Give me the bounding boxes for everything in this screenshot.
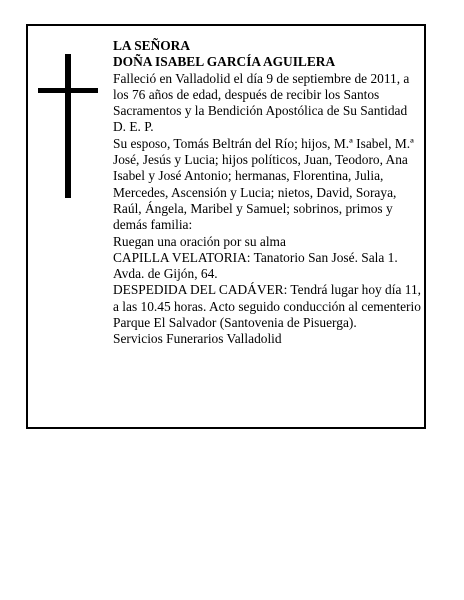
family-list: Su esposo, Tomás Beltrán del Río; hijos, M.ª Isabel, M.ª José, Jesús y Lucia; hijos políticos, Juan, Teodoro, Ana Isabel y José Antonio; hermanas, Florentina, Julia, Mercedes, Ascensión y Lucia; nietos, David, Soraya, Raúl, Ángela, Maribel y Samuel; sobrinos, primos y demás familia: bbox=[113, 135, 414, 233]
notice-heading: LA SEÑORA bbox=[113, 38, 191, 53]
deceased-name: DOÑA ISABEL GARCÍA AGUILERA bbox=[113, 54, 336, 70]
prayer-request: Ruegan una oración por su alma bbox=[113, 233, 286, 249]
cross-horizontal-bar bbox=[38, 88, 98, 93]
cross-vertical-bar bbox=[65, 54, 71, 198]
funeral-details: DESPEDIDA DEL CADÁVER: Tendrá lugar hoy día 11, a las 10.45 horas. Acto seguido conducción al cementerio Parque El Salvador (Santovenia de Pisuerga). bbox=[113, 282, 422, 331]
latin-cross-icon bbox=[38, 54, 98, 198]
funeral-service-provider: Servicios Funerarios Valladolid bbox=[113, 331, 282, 347]
obituary-text bbox=[113, 38, 423, 348]
chapel-details: CAPILLA VELATORIA: Tanatorio San José. Sala 1. Avda. de Gijón, 64. bbox=[113, 249, 398, 282]
death-announcement: Falleció en Valladolid el día 9 de septiembre de 2011, a los 76 años de edad, después de recibir los Santos Sacramentos y la Bendición Apostólica de Su Santidad D. E. P. bbox=[113, 70, 410, 135]
